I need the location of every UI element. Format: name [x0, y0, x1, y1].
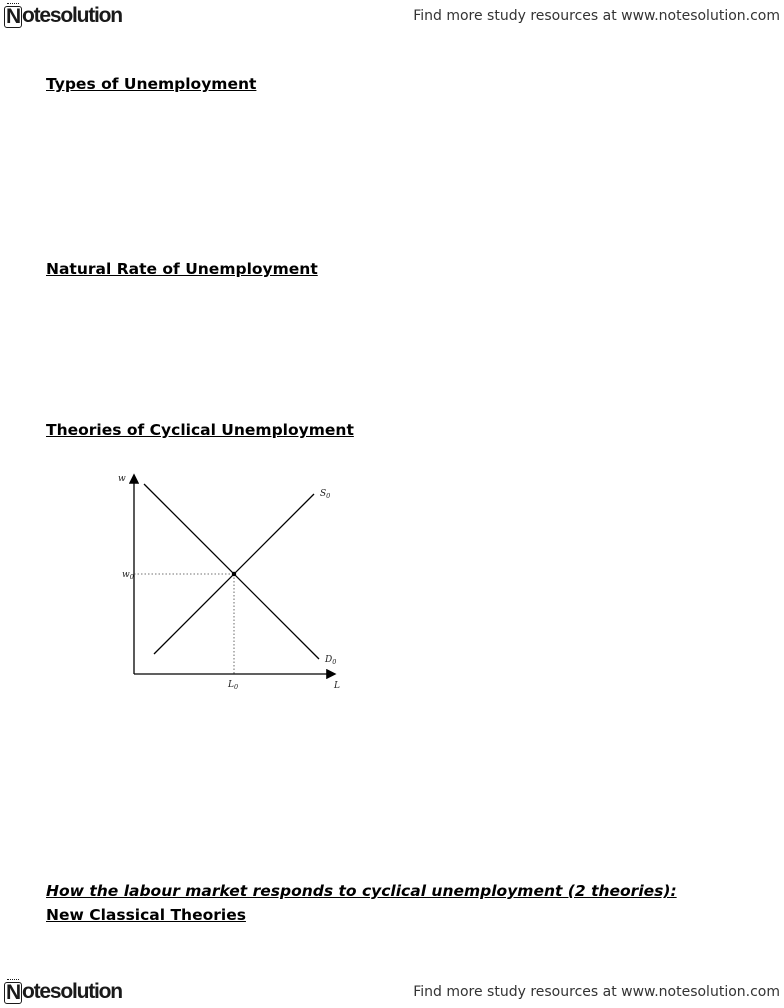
- demand-label: $D_0$: [325, 655, 337, 666]
- labour-market-graph: [112, 468, 352, 693]
- header-logo: [4, 4, 122, 28]
- logo-text: otesolution: [21, 980, 122, 1003]
- demand-curve: [144, 484, 319, 659]
- logo-mark: N: [6, 5, 20, 28]
- new-classical-heading: New Classical Theories: [46, 906, 246, 924]
- logo-mark: N: [6, 981, 20, 1004]
- footer-logo: [4, 980, 122, 1004]
- natural-rate-heading: Natural Rate of Unemployment: [46, 260, 318, 278]
- header-tagline: Find more study resources at www.notesolution.com: [413, 8, 780, 24]
- footer-tagline: Find more study resources at www.notesolution.com: [413, 984, 780, 1000]
- types-of-unemployment-heading: Types of Unemployment: [46, 75, 257, 93]
- labour-market-responds-heading: How the labour market responds to cyclical unemployment (2 theories):: [46, 882, 677, 900]
- cyclical-unemployment-heading: Theories of Cyclical Unemployment: [46, 421, 354, 439]
- supply-label: $S_0$: [320, 489, 331, 500]
- x-axis-label: L: [334, 681, 340, 691]
- logo-text: otesolution: [21, 4, 122, 27]
- x-tick-label: $L_0$: [228, 680, 239, 691]
- y-tick-label: $w_0$: [122, 570, 134, 581]
- equilibrium-point: [232, 572, 236, 576]
- y-axis-label: w: [118, 474, 126, 484]
